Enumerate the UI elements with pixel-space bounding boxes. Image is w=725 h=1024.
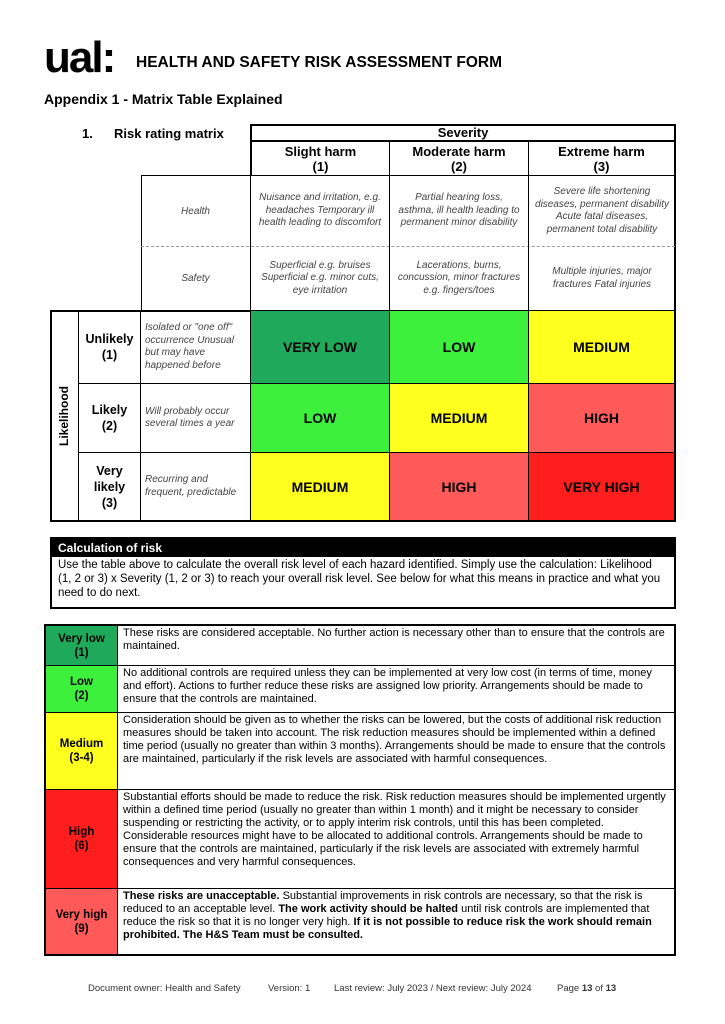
severity-header: Severity xyxy=(250,124,676,142)
safety-desc-extreme: Multiple injuries, major fractures Fatal injuries xyxy=(552,266,652,290)
very-high-text-4: until risk controls are implemented that reduce the risk so that it is no longer very high. xyxy=(123,903,650,928)
health-row-label: Health xyxy=(181,205,210,217)
col-divider-2 xyxy=(389,175,390,311)
level-very-low: Very low (1) xyxy=(46,626,118,666)
severity-col-2: Moderate harm (2) xyxy=(389,141,529,176)
severity-col-3: Extreme harm (3) xyxy=(528,141,676,176)
level-very-high-desc xyxy=(118,889,674,954)
likelihood-likely: Likely (2) xyxy=(79,384,141,453)
footer-version: Version: 1 xyxy=(268,983,311,994)
level-high: High (6) xyxy=(46,790,118,889)
level-low-desc: No additional controls are required unless they can be implemented at very low cost (in terms of time, money and effort). Actions to further reduce these risks are assigned low priority. Arrangements should be made to ensure that the controls are maintained. xyxy=(118,666,674,713)
likelihood-unlikely-desc: Isolated or "one off" occurrence Unusual but may have happened before xyxy=(141,311,250,384)
col-divider-1 xyxy=(250,175,251,311)
very-high-text-2: Substantial improvements in risk controls are necessary, so that the risk is reduced to an acceptable level. xyxy=(123,890,643,915)
level-low: Low (2) xyxy=(46,666,118,713)
likelihood-very-likely-desc: Recurring and frequent, predictable xyxy=(145,474,237,498)
very-high-text-3: The work activity should be halted xyxy=(278,903,459,915)
safety-desc-slight: Superficial e.g. bruises Superficial e.g. minor cuts, eye irritation xyxy=(261,259,379,296)
likelihood-title: Likelihood xyxy=(57,386,71,446)
level-high-desc: Substantial efforts should be made to reduce the risk. Risk reduction measures should be implemented urgently within a defined time period (usually no greater than within 1 month) and it might be necessary to consider suspending or restricting the activity, or to apply interim risk controls, until this has been completed. Considerable resources might have to be allocated to additional controls. Arrangements should be made to ensure that the controls are maintained, particularly if the risk levels are associated with extremely harmful consequences and very harmful consequences. xyxy=(118,790,674,889)
appendix-heading: Appendix 1 - Matrix Table Explained xyxy=(44,91,283,107)
level-very-high: Very high (9) xyxy=(46,889,118,954)
health-desc-moderate: Partial hearing loss, asthma, ill health leading to permanent minor disability xyxy=(398,192,520,229)
risk-cell-2-1: LOW xyxy=(250,383,390,453)
calculation-title: Calculation of risk xyxy=(52,539,674,557)
col-divider-3 xyxy=(528,175,529,311)
health-desc-extreme: Severe life shortening diseases, permanent disability Acute fatal diseases, permanent total disability xyxy=(535,186,669,235)
risk-cell-2-2: MEDIUM xyxy=(389,383,529,453)
severity-col-1: Slight harm (1) xyxy=(250,141,390,176)
risk-cell-1-1: VERY LOW xyxy=(250,310,390,384)
risk-level-table xyxy=(44,624,676,956)
likelihood-unlikely: Unlikely (1) xyxy=(79,311,141,384)
risk-cell-3-2: HIGH xyxy=(389,452,529,522)
safety-row-label: Safety xyxy=(181,273,210,284)
section-title: Risk rating matrix xyxy=(114,126,224,141)
risk-cell-1-3: MEDIUM xyxy=(528,310,676,384)
risk-cell-3-3: VERY HIGH xyxy=(528,452,676,522)
safety-desc-moderate: Lacerations, burns, concussion, minor fractures e.g. fingers/toes xyxy=(397,259,521,296)
level-medium: Medium (3-4) xyxy=(46,713,118,790)
footer-review: Last review: July 2023 / Next review: July 2024 xyxy=(334,983,532,994)
calculation-text: Use the table above to calculate the overall risk level of each hazard identified. Simply use the calculation: Likelihood (1, 2 or 3) x Severity (1, 2 or 3) to reach your overall risk level. See below for what this means in practice and what you need to do next. xyxy=(58,559,661,599)
section-number: 1. xyxy=(82,126,93,141)
risk-cell-2-3: HIGH xyxy=(528,383,676,453)
form-title: HEALTH AND SAFETY RISK ASSESSMENT FORM xyxy=(136,54,502,71)
likelihood-likely-desc: Will probably occur several times a year xyxy=(141,384,250,453)
risk-cell-1-2: LOW xyxy=(389,310,529,384)
health-desc-slight: Nuisance and irritation, e.g. headaches Temporary ill health leading to discomfort xyxy=(258,192,382,229)
risk-cell-3-1: MEDIUM xyxy=(250,452,390,522)
level-medium-desc: Consideration should be given as to whether the risks can be lowered, but the costs of additional risk reduction measures should be taken into account. The risk reduction measures should be implemented within a defined time period (usually no greater than within 3 months). Arrangements should be made to ensure that the controls are maintained, particularly if the risk levels are associated with harmful consequences. xyxy=(118,713,674,790)
footer-page: Page 13 of 13 xyxy=(557,983,617,994)
calculation-box xyxy=(50,537,676,609)
footer-owner: Document owner: Health and Safety xyxy=(88,983,241,994)
level-very-low-desc: These risks are considered acceptable. No further action is necessary other than to ensure that the controls are maintained. xyxy=(118,626,674,666)
very-high-text-5: If it is not possible to reduce risk the work should remain prohibited. The H&S Team must be consulted. xyxy=(123,916,652,941)
very-high-text-1: These risks are unacceptable. xyxy=(123,890,280,902)
likelihood-very-likely: Very likely (3) xyxy=(79,453,141,520)
ual-logo: ual: xyxy=(44,33,115,82)
